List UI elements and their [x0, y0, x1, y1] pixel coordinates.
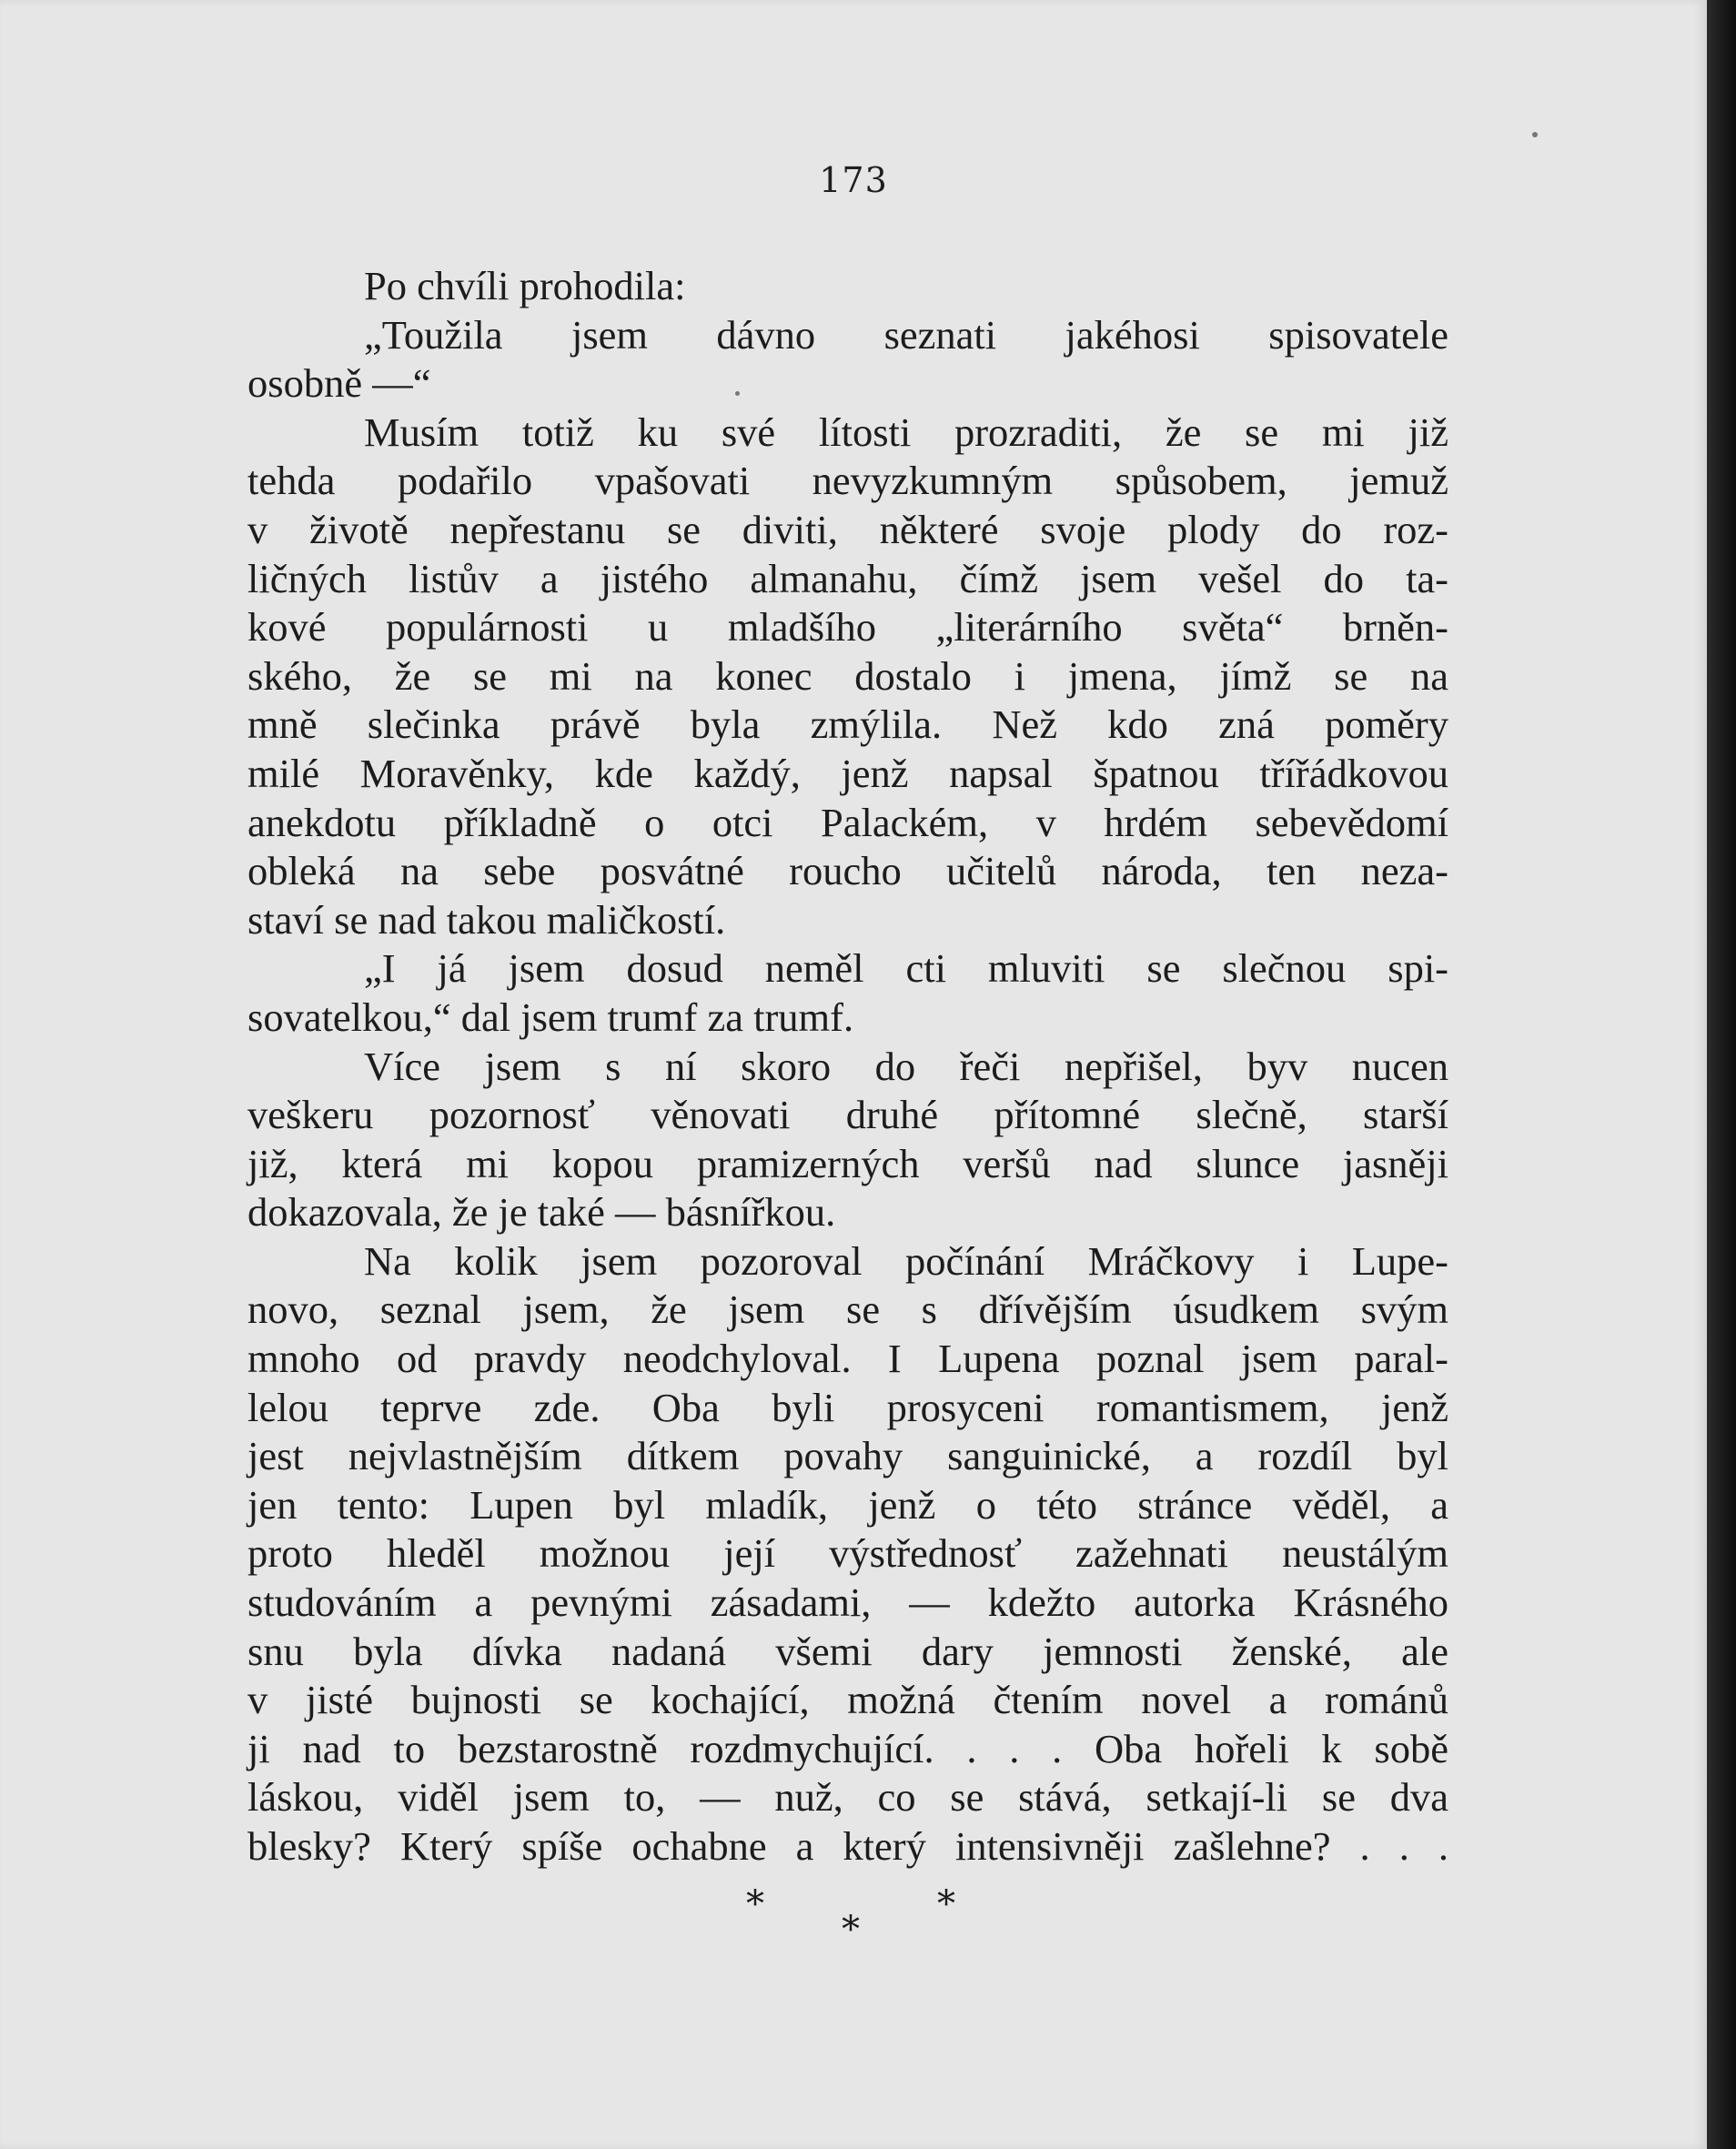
text-line: dokazovala, že je také — básnířkou.	[247, 1189, 836, 1236]
separator-star: *	[746, 1883, 764, 1925]
text-line: lelou teprve zde. Oba byli prosyceni romantismem, jenž	[247, 1384, 1448, 1430]
text-line: v jisté bujnosti se kochající, možná čtením novel a románů	[247, 1677, 1448, 1723]
text-line: již, která mi kopou pramizerných veršů nad slunce jasněji	[247, 1140, 1448, 1186]
text-line: jest nejvlastnějším dítkem povahy sanguinické, a rozdíl byl	[247, 1433, 1448, 1479]
text-line: ličných listův a jistého almanahu, čímž jsem vešel do ta-	[247, 555, 1448, 601]
text-line: anekdotu příkladně o otci Palackém, v hrdém sebevědomí	[247, 799, 1448, 845]
text-line: milé Moravěnky, kde každý, jenž napsal špatnou třířádkovou	[247, 750, 1448, 796]
text-line: novo, seznal jsem, že jsem se s dřívějším úsudkem svým	[247, 1286, 1448, 1333]
text-line: kové populárnosti u mladšího „literárního světa“ brněn-	[247, 604, 1448, 651]
text-line: Musím totiž ku své lítosti prozraditi, že se mi již	[364, 409, 1448, 455]
text-line: v životě nepřestanu se diviti, některé svoje plody do roz-	[247, 506, 1448, 552]
page-number: 173	[819, 160, 888, 200]
text-line: studováním a pevnými zásadami, — kdežto autorka Krásného	[247, 1579, 1448, 1626]
text-line: blesky? Který spíše ochabne a který intensivněji zašlehne? . . .	[247, 1823, 1448, 1869]
text-line: staví se nad takou maličkostí.	[247, 896, 726, 943]
section-separator	[0, 1883, 1707, 1956]
text-line: ji nad to bezstarostně rozdmychující. . . . Oba hořeli k sobě	[247, 1725, 1448, 1771]
text-line: mně slečinka právě byla zmýlila. Než kdo zná poměry	[247, 701, 1448, 748]
text-line: osobně —“	[247, 360, 431, 407]
text-line: láskou, viděl jsem to, — nuž, co se stává, setkají-li se dva	[247, 1774, 1448, 1821]
text-line: obleká na sebe posvátné roucho učitelů národa, ten neza-	[247, 848, 1448, 894]
text-line: Více jsem s ní skoro do řeči nepřišel, byv nucen	[364, 1043, 1448, 1089]
body-text	[247, 262, 1448, 1872]
text-line: Na kolik jsem pozoroval počínání Mráčkovy i Lupe-	[364, 1237, 1448, 1284]
text-line: ského, že se mi na konec dostalo i jmena, jímž se na	[247, 652, 1448, 699]
text-line: Po chvíli prohodila:	[364, 263, 686, 308]
paper-speck	[735, 391, 740, 396]
separator-star: *	[842, 1909, 860, 1951]
text-line: veškeru pozornosť věnovati druhé přítomné slečně, starší	[247, 1092, 1448, 1138]
text-line: tehda podařilo vpašovati nevyzkumným spůsobem, jemuž	[247, 458, 1448, 504]
separator-star: *	[937, 1883, 955, 1925]
text-line: snu byla dívka nadaná všemi dary jemnosti ženské, ale	[247, 1628, 1448, 1674]
text-line: „I já jsem dosud neměl cti mluviti se slečnou spi-	[364, 945, 1448, 992]
text-line: mnoho od pravdy neodchyloval. I Lupena poznal jsem paral-	[247, 1336, 1448, 1382]
text-line: „Toužila jsem dávno seznati jakéhosi spisovatele	[364, 311, 1448, 358]
text-line: sovatelkou,“ dal jsem trumf za trumf.	[247, 994, 854, 1040]
text-line: proto hleděl možnou její výstřednosť zažehnati neustálým	[247, 1530, 1448, 1577]
paper-speck	[1532, 132, 1538, 137]
page-edge-shadow	[1707, 0, 1736, 2149]
text-line: jen tento: Lupen byl mladík, jenž o této stránce věděl, a	[247, 1481, 1448, 1528]
